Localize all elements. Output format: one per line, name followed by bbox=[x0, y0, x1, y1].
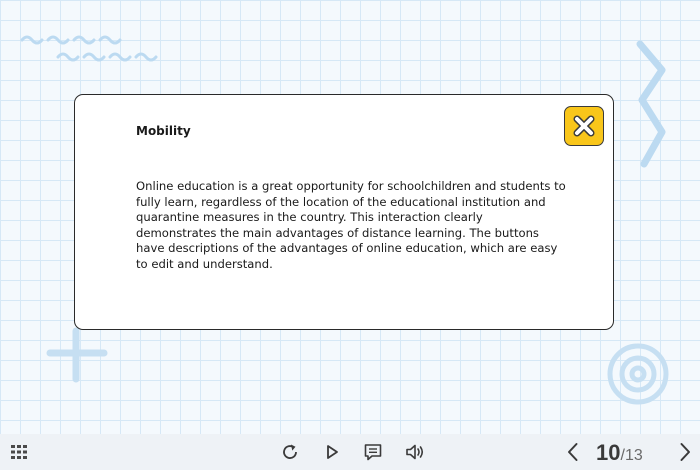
replay-button[interactable] bbox=[276, 434, 304, 470]
info-modal bbox=[74, 94, 614, 330]
volume-icon bbox=[404, 442, 426, 462]
plus-decoration bbox=[44, 325, 110, 385]
player-toolbar bbox=[0, 434, 700, 470]
close-icon bbox=[571, 113, 597, 139]
modal-title: Mobility bbox=[136, 124, 191, 138]
previous-slide-button[interactable] bbox=[560, 434, 586, 470]
replay-icon bbox=[280, 442, 300, 462]
play-button[interactable] bbox=[318, 434, 346, 470]
current-page-number: 10 bbox=[596, 440, 621, 465]
chevron-left-icon bbox=[565, 441, 581, 463]
menu-button[interactable] bbox=[4, 434, 34, 470]
notes-button[interactable] bbox=[358, 434, 388, 470]
total-pages-number: 13 bbox=[624, 447, 643, 464]
next-slide-button[interactable] bbox=[672, 434, 698, 470]
page-counter bbox=[596, 434, 643, 470]
circle-decoration bbox=[604, 340, 672, 408]
modal-body-text: Online education is a great opportunity for schoolchildren and students to fully learn, regardless of the location of the educational institution and quarantine measures in the country. This interaction clearly demonstrates the main advantages of distance learning. The buttons have descriptions of the advantages of online education, which are easy to edit and understand. bbox=[136, 179, 566, 271]
close-button[interactable] bbox=[564, 106, 604, 146]
volume-button[interactable] bbox=[400, 434, 430, 470]
scribble-decoration-top-left bbox=[18, 30, 168, 66]
chevron-right-icon bbox=[677, 441, 693, 463]
page-separator: / bbox=[620, 447, 625, 464]
grid-menu-icon bbox=[10, 444, 28, 460]
scribble-decoration-right bbox=[632, 40, 672, 170]
notes-icon bbox=[363, 442, 383, 462]
play-icon bbox=[323, 443, 341, 461]
